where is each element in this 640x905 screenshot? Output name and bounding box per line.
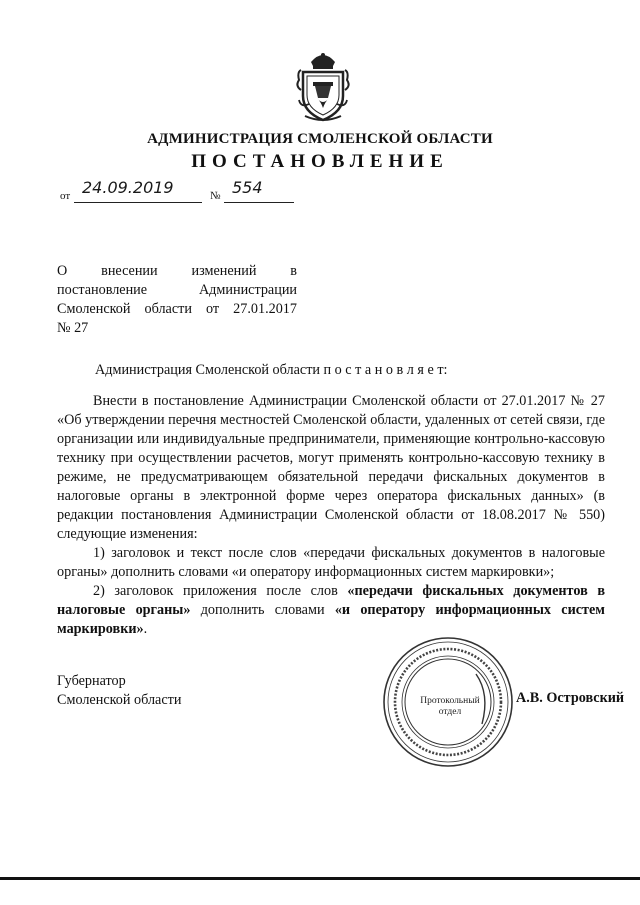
handwritten-number: 554 <box>232 178 263 197</box>
page-bottom-rule <box>0 877 640 880</box>
seal-inner-line: Протокольный <box>420 696 480 706</box>
number-label: № <box>210 190 221 202</box>
signatory-title <box>57 672 181 710</box>
subject-line: Смоленской области от 27.01.2017 <box>57 301 297 317</box>
subject-line: № 27 <box>57 320 89 336</box>
issuer-heading: АДМИНИСТРАЦИЯ СМОЛЕНСКОЙ ОБЛАСТИ <box>147 131 493 147</box>
official-seal-stamp <box>380 634 516 770</box>
subject-line: О внесении изменений в <box>57 263 297 279</box>
number-underline <box>224 202 294 203</box>
body-paragraph: 1) заголовок и текст после слов «передачи фискальных документов в налоговые органы» дополнить словами «и оператору информационных систем маркировки»; <box>57 545 605 580</box>
signatory-title-line: Губернатор <box>57 673 126 689</box>
date-label: от <box>60 190 71 202</box>
handwritten-date: 24.09.2019 <box>82 178 174 197</box>
seal-inner-line: отдел <box>438 707 462 717</box>
body-paragraph: Внести в постановление Администрации Смоленской области от 27.01.2017 № 27 «Об утверждении перечня местностей Смоленской области, удаленных от сетей связи, где организации или индивидуальные предприниматели, применяющие контрольно-кассовую технику при осуществлении расчетов, могут применять контрольно-кассовую технику в режиме, не предусматривающем обязательной передачи фискальных документов в налоговые органы в электронной форме через оператора фискальных данных» (в редакции постановления Администрации Смоленской области от 18.08.2017 № 550) следующие изменения: <box>57 393 605 542</box>
subject-line: постановление Администрации <box>57 282 297 298</box>
date-underline <box>74 202 202 203</box>
signatory-name: А.В. Островский <box>516 690 625 706</box>
preamble: Администрация Смоленской области п о с т а н о в л я е т: <box>95 362 448 378</box>
document-body <box>57 392 605 639</box>
coat-of-arms-emblem <box>295 50 351 124</box>
body-paragraph: 2) заголовок приложения после слов «передачи фискальных документов в налоговые органы» дополнить словами «и оператору информационных систем маркировки». <box>57 583 605 637</box>
document-type-title: ПОСТАНОВЛЕНИЕ <box>191 151 449 172</box>
signatory-title-line: Смоленской области <box>57 692 182 708</box>
subject-block <box>57 262 297 338</box>
decree-date-number <box>60 178 300 206</box>
